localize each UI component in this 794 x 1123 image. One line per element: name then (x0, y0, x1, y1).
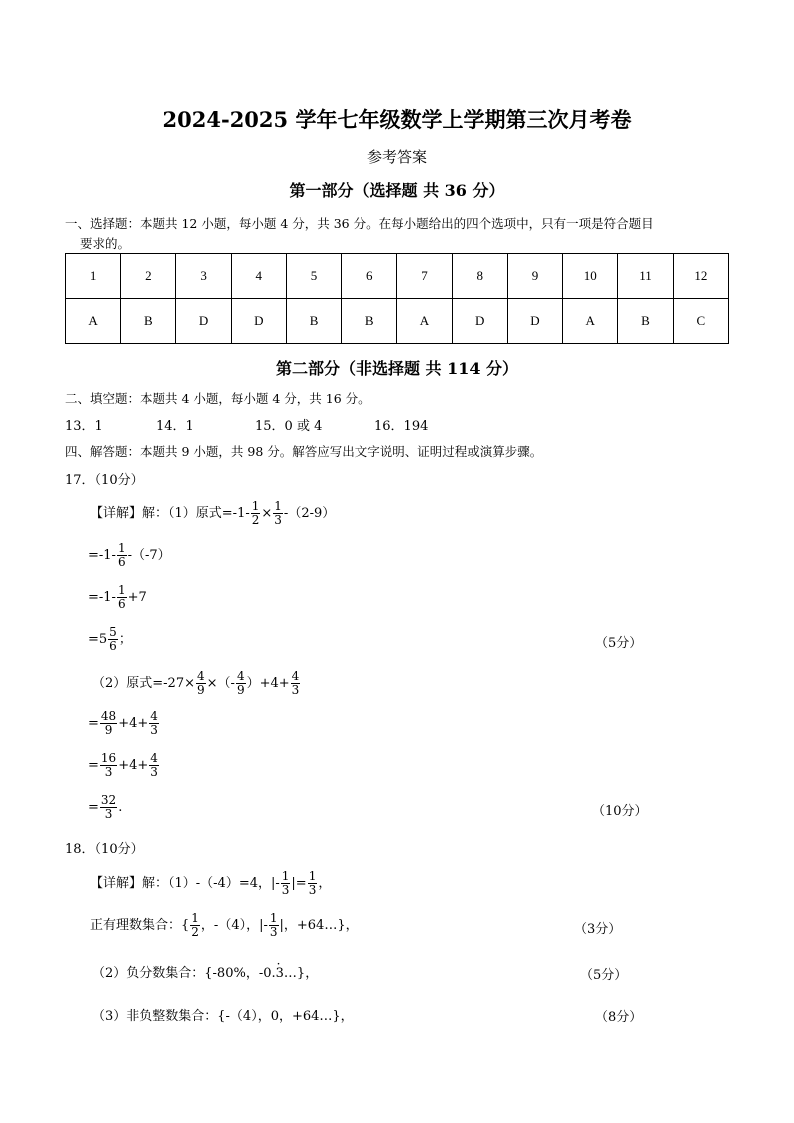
part1-instruction-line2: 要求的。 (80, 236, 131, 251)
table-cell: 10 (563, 254, 618, 299)
fraction (108, 626, 118, 653)
table-cell: 8 (452, 254, 507, 299)
table-cell: 1 (66, 254, 121, 299)
fraction-num: 5 (109, 625, 117, 639)
q18-line1 (90, 870, 331, 897)
q17-text: = (88, 800, 99, 815)
fraction-den: 3 (291, 683, 300, 697)
q17-text: ）+4+ (246, 676, 290, 691)
q17-text: ×（- (206, 676, 235, 691)
fraction-num: 32 (100, 793, 117, 807)
fraction (100, 752, 117, 779)
fraction-den: 3 (274, 513, 282, 527)
table-cell: 9 (507, 254, 562, 299)
fraction-den: 3 (269, 925, 278, 939)
fraction-num: 4 (150, 751, 158, 765)
q18-text: |- (259, 918, 268, 933)
fraction (196, 670, 206, 697)
q17-p2-line1 (92, 670, 301, 697)
q17-p1-line3 (88, 584, 147, 611)
fraction (117, 542, 127, 569)
q17-label: 17．（10分） (65, 473, 144, 488)
fraction-num: 1 (274, 499, 282, 513)
table-cell: D (452, 299, 507, 344)
fraction-den: 3 (281, 883, 290, 897)
table-cell: 5 (286, 254, 341, 299)
q17-text: -（-7） (127, 548, 171, 563)
q17-text: （2）原式=-27× (92, 676, 195, 691)
q17-p1-line1 (90, 500, 335, 527)
q18-text: |，+64…}， (279, 918, 359, 933)
fraction-den: 9 (197, 683, 205, 697)
part1-instruction-line1: 一、选择题：本题共 12 小题，每小题 4 分，共 36 分。在每小题给出的四个选项中，只有一项是符合题目 (65, 216, 654, 231)
table-cell: D (231, 299, 286, 344)
fraction-den: 3 (308, 883, 317, 897)
fraction-num: 16 (100, 751, 117, 765)
answer-table (65, 253, 729, 344)
table-cell: D (176, 299, 231, 344)
fraction-den: 2 (251, 513, 260, 527)
table-cell: A (563, 299, 618, 344)
fraction-den: 3 (150, 723, 158, 737)
table-cell: 7 (397, 254, 452, 299)
q18-line2 (90, 912, 359, 939)
q18-line4: （3）非负整数集合：{-（4），0，+64…}， (92, 1009, 354, 1024)
table-cell: 3 (176, 254, 231, 299)
repeating-digit: · 3 (276, 966, 284, 981)
fraction-num: 1 (117, 583, 126, 597)
fraction-num: 1 (269, 911, 278, 925)
part1-heading: 第一部分（选择题 共 36 分） (289, 181, 505, 200)
fraction-num: 4 (197, 669, 205, 683)
fraction-num: 4 (291, 669, 300, 683)
table-cell: B (121, 299, 176, 344)
times-sign: × (261, 506, 273, 521)
fraction-num: 1 (191, 911, 199, 925)
q17-text: +4+ (118, 716, 149, 731)
fraction (269, 912, 279, 939)
table-cell: B (618, 299, 673, 344)
q17-p2-line4 (88, 794, 122, 821)
q18-score-1: （3分） (574, 922, 622, 937)
fraction (149, 710, 159, 737)
fraction (190, 912, 200, 939)
q18-score-3: （8分） (595, 1010, 643, 1025)
table-cell: 12 (673, 254, 728, 299)
fraction (251, 500, 261, 527)
fraction-den: 6 (109, 639, 117, 653)
fraction (308, 870, 318, 897)
q17-text: +7 (127, 590, 147, 605)
q17-p1-score: （5分） (595, 636, 643, 651)
q18-text: |- (271, 876, 280, 891)
table-cell: D (507, 299, 562, 344)
table-cell: A (397, 299, 452, 344)
fraction (100, 794, 117, 821)
q18-text: （2）负分数集合：{-80%， (92, 966, 259, 981)
q17-text: = (88, 716, 99, 731)
fill-instruction: 二、填空题：本题共 4 小题，每小题 4 分，共 16 分。 (65, 391, 371, 406)
fraction-den: 6 (117, 597, 126, 611)
fraction-num: 4 (236, 669, 245, 683)
fill-answer-14: 14．1 (156, 419, 194, 434)
fraction (236, 670, 246, 697)
q17-text: =-1- (88, 548, 116, 563)
fill-answer-16: 16．194 (374, 419, 429, 434)
fraction (117, 584, 127, 611)
fill-answer-13: 13．1 (65, 419, 103, 434)
q18-text: 正有理数集合：{ (90, 918, 190, 933)
fraction-num: 1 (251, 499, 260, 513)
page-title: 2024-2025 学年七年级数学上学期第三次月考卷 (162, 107, 632, 132)
fraction-num: 1 (117, 541, 126, 555)
fraction-num: 1 (281, 869, 290, 883)
q18-score-2: （5分） (580, 968, 628, 983)
q17-text: =-1- (88, 590, 116, 605)
q17-p1-text: -（2-9） (283, 506, 336, 521)
q18-label: 18．（10分） (65, 842, 144, 857)
q17-p1-line4 (88, 626, 132, 653)
fraction-den: 6 (117, 555, 126, 569)
q18-text: |= (291, 876, 307, 891)
q17-detail: 【详解】解：（1）原式= (90, 506, 233, 521)
q17-p2-line2 (88, 710, 160, 737)
q18-text: ， (318, 876, 332, 891)
part2-heading: 第二部分（非选择题 共 114 分） (275, 359, 519, 378)
q17-text: +4+ (118, 758, 149, 773)
q18-text: ，-（4）， (200, 918, 260, 933)
q17-p1-text: -1- (232, 506, 250, 521)
fraction (281, 870, 291, 897)
fraction (273, 500, 283, 527)
fill-answer-15: 15．0 或 4 (255, 419, 323, 434)
fraction (100, 710, 117, 737)
answer-table-number-row (66, 254, 729, 299)
q17-text: . (118, 800, 123, 815)
fraction (149, 752, 159, 779)
fraction (291, 670, 301, 697)
table-cell: 4 (231, 254, 286, 299)
fraction-den: 3 (104, 807, 113, 821)
q17-text: =5 (88, 632, 108, 647)
fraction-den: 3 (104, 765, 113, 779)
fraction-den: 9 (104, 723, 113, 737)
q17-text: = (88, 758, 99, 773)
q18-line3 (92, 962, 318, 981)
q17-p2-score: （10分） (592, 804, 648, 819)
answer-table-answer-row (66, 299, 729, 344)
solve-instruction: 四、解答题：本题共 9 小题，共 98 分。解答应写出文字说明、证明过程或演算步骤。 (65, 444, 543, 459)
fraction-den: 9 (236, 683, 245, 697)
page-subtitle: 参考答案 (366, 148, 427, 166)
fraction-num: 1 (308, 869, 317, 883)
q17-p1-line2 (88, 542, 171, 569)
q18-text: …}， (283, 966, 319, 981)
table-cell: C (673, 299, 728, 344)
table-cell: 6 (342, 254, 397, 299)
table-cell: 2 (121, 254, 176, 299)
table-cell: B (342, 299, 397, 344)
q18-text: 【详解】解：（1）-（-4）=4， (90, 876, 271, 891)
q18-text: -0. (258, 966, 276, 981)
q17-p2-line3 (88, 752, 160, 779)
fraction-den: 2 (191, 925, 199, 939)
q17-text: ； (118, 632, 132, 647)
fraction-num: 48 (100, 709, 117, 723)
fraction-num: 4 (150, 709, 158, 723)
table-cell: 11 (618, 254, 673, 299)
fraction-den: 3 (150, 765, 158, 779)
table-cell: A (66, 299, 121, 344)
table-cell: B (286, 299, 341, 344)
